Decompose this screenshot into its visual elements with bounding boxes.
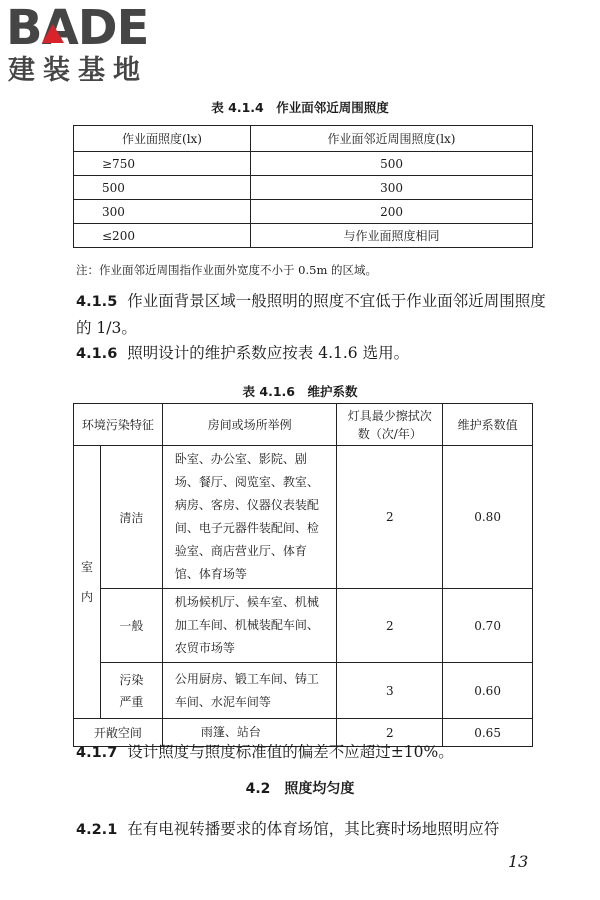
table-row — [74, 663, 533, 719]
maintenance-factor: 0.60 — [443, 663, 533, 719]
wipe-count: 2 — [337, 446, 443, 589]
logo-wordmark: BADE — [6, 0, 149, 56]
table-4-1-4-caption: 表 4.1.4 作业面邻近周围照度 — [211, 100, 389, 115]
clause-4-1-6 — [76, 340, 546, 367]
table-cell: 300 — [251, 176, 533, 200]
indoor-label — [74, 446, 101, 719]
clause-text: 在有电视转播要求的体育场馆，其比赛时场地照明应符 — [127, 820, 500, 838]
example-cell: 机场候机厅、候车室、机械加工车间、机械装配车间、农贸市场等 — [162, 589, 337, 663]
header-cell: 环境污染特征 — [74, 404, 163, 446]
table-cell: 500 — [74, 176, 251, 200]
table-cell: 300 — [74, 200, 251, 224]
clause-4-1-7 — [76, 739, 546, 766]
wipe-count: 3 — [337, 663, 443, 719]
clause-text: 设计照度与照度标准值的偏差不应超过±10%。 — [127, 743, 454, 761]
clause-number: 4.1.7 — [76, 745, 118, 761]
header-cell: 作业面邻近周围照度(lx) — [251, 126, 533, 152]
pollution-type: 开敞空间 — [74, 719, 163, 747]
clause-number: 4.1.5 — [76, 294, 118, 310]
logo-chinese-name: 建装基地 — [8, 55, 148, 86]
table-row — [74, 446, 533, 589]
clause-number: 4.1.6 — [76, 346, 118, 362]
table-row — [74, 589, 533, 663]
table-cell: ≥750 — [74, 152, 251, 176]
table-cell: 200 — [251, 200, 533, 224]
table-cell: ≤200 — [74, 224, 251, 248]
maintenance-factor: 0.70 — [443, 589, 533, 663]
maintenance-factor: 0.65 — [443, 719, 533, 747]
table-header-row — [74, 126, 533, 152]
indoor-char: 内 — [80, 590, 93, 604]
clause-number: 4.2.1 — [76, 822, 118, 838]
table-4-1-6-caption: 表 4.1.6 维护系数 — [242, 384, 358, 399]
pollution-type: 一般 — [100, 589, 162, 663]
maintenance-factor: 0.80 — [443, 446, 533, 589]
header-cell: 作业面照度(lx) — [74, 126, 251, 152]
header-cell: 维护系数值 — [443, 404, 533, 446]
table-row — [74, 224, 533, 248]
clause-text: 照明设计的维护系数应按表 4.1.6 选用。 — [127, 344, 410, 362]
table-row — [74, 200, 533, 224]
table-row — [74, 152, 533, 176]
bade-logo — [6, 2, 176, 90]
pollution-type: 污染严重 — [100, 663, 162, 719]
example-cell: 卧室、办公室、影院、剧场、餐厅、阅览室、教室、病房、客房、仪器仪表装配间、电子元器件装配间、检验室、商店营业厅、体育馆、体育场等 — [162, 446, 337, 589]
clause-4-2-1 — [76, 816, 546, 843]
table-cell: 500 — [251, 152, 533, 176]
table-4-1-6 — [73, 403, 533, 747]
table-header-row — [74, 404, 533, 446]
table-cell: 与作业面照度相同 — [251, 224, 533, 248]
header-cell: 灯具最少擦拭次数（次/年） — [337, 404, 443, 446]
clause-4-1-5 — [76, 288, 546, 341]
table-row — [74, 176, 533, 200]
table-4-1-4 — [73, 125, 533, 248]
header-cell: 房间或场所举例 — [162, 404, 337, 446]
wipe-count: 2 — [337, 719, 443, 747]
clause-text: 作业面背景区域一般照明的照度不宜低于作业面邻近周围照度的 1/3。 — [76, 292, 546, 337]
logo-red-triangle — [42, 24, 64, 43]
wipe-count: 2 — [337, 589, 443, 663]
example-cell: 雨篷、站台 — [162, 719, 337, 747]
indoor-char: 室 — [80, 560, 93, 574]
example-cell: 公用厨房、锻工车间、铸工车间、水泥车间等 — [162, 663, 337, 719]
page-number: 13 — [508, 852, 529, 871]
section-heading-4-2: 4.2 照度均匀度 — [245, 781, 355, 797]
pollution-type: 清洁 — [100, 446, 162, 589]
table-note: 注：作业面邻近周围指作业面外宽度不小于 0.5m 的区域。 — [76, 263, 378, 277]
